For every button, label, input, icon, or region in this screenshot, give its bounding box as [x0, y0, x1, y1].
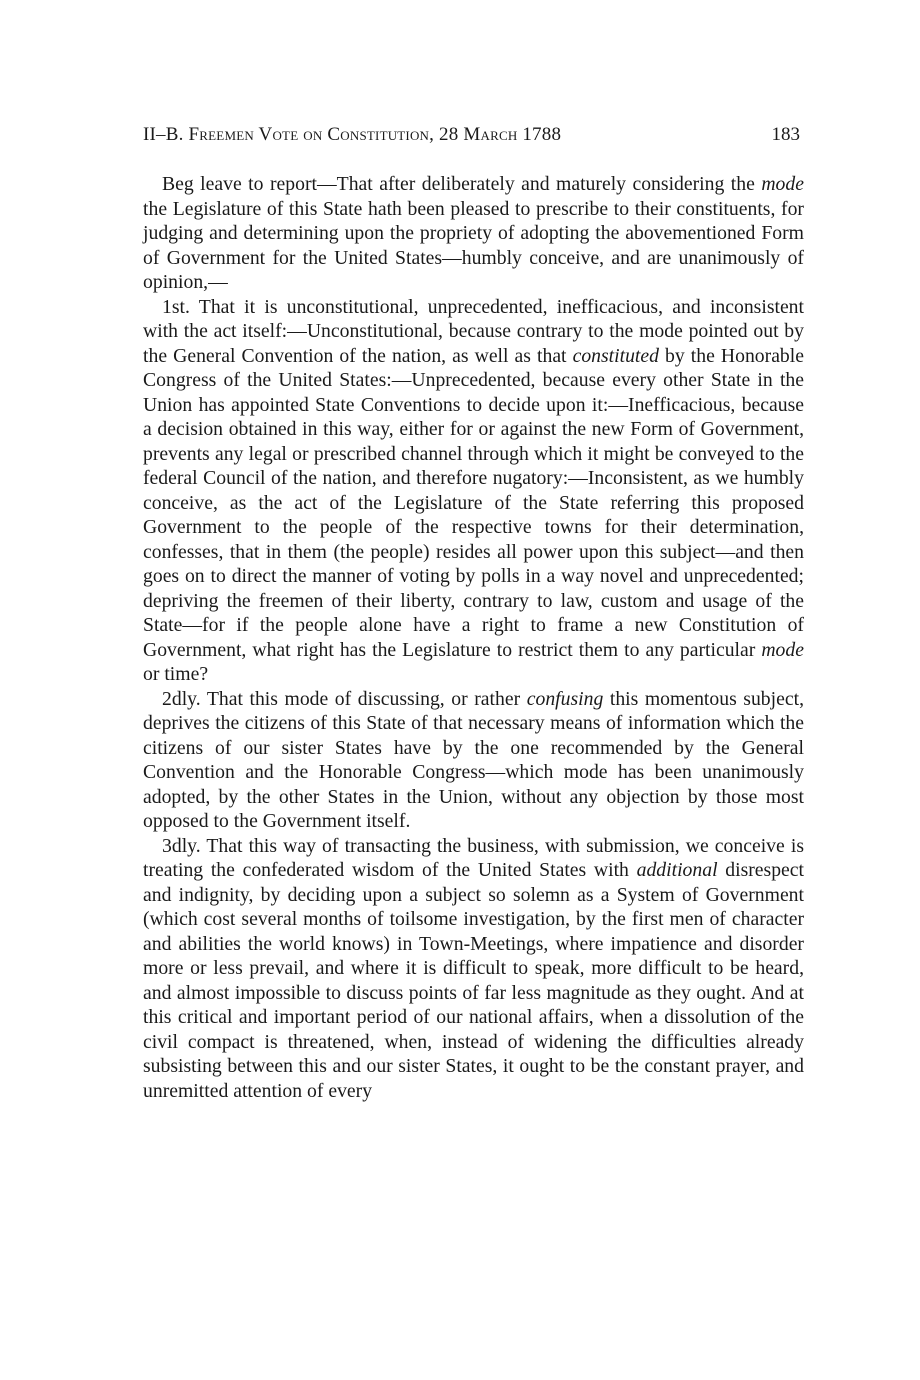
running-head [143, 123, 561, 147]
paragraph-1st: 1st. That it is unconstitutional, unprecedented, inefficacious, and inconsistent with the act itself:—Unconstitutional, because contrary to the mode pointed out by the General Convention of the nation, as well as that constituted by the Honorable Congress of the United States:—Unprecedented, because every other State in the Union has appointed State Conventions to decide upon it:—Inefficacious, because a decision obtained in this way, either for or against the new Form of Government, prevents any legal or prescribed channel through which it might be conveyed to the federal Council of the nation, and therefore nugatory:—Inconsistent, as we humbly conceive, as the act of the Legislature of the State referring this proposed Government to the people of the respective towns for their determination, confesses, that in them (the people) resides all power upon this subject—and then goes on to direct the manner of voting by polls in a way novel and unprecedented; depriving the freemen of their liberty, contrary to law, custom and usage of the State—for if the people alone have a right to frame a new Constitution of Government, what right has the Legislature to restrict them to any particular mode or time? [143, 295, 804, 685]
page-header [143, 123, 800, 151]
running-head-year: 1788 [517, 124, 562, 145]
page-number: 183 [771, 124, 800, 145]
italic-word: mode [761, 638, 804, 661]
body-text [143, 172, 804, 1103]
running-head-title: Freemen Vote on Constitution [188, 124, 430, 145]
italic-word: confusing [526, 687, 604, 710]
italic-word: constituted [572, 344, 659, 367]
italic-word: additional [636, 859, 718, 881]
running-head-prefix: II–B. [143, 124, 189, 145]
running-head-month: March [463, 124, 518, 145]
paragraph-2dly: 2dly. That this mode of discussing, or rather confusing this momentous subject, deprives the citizens of this State of that necessary means of information which the citizens of our sister States have by the one recommended by the General Convention and the Honorable Congress—which mode has been unanimously adopted, by the other States in the Union, without any objection by those most opposed to the Government itself. [143, 687, 804, 832]
paragraph-3dly: 3dly. That this way of transacting the business, with submission, we conceive is treating the confederated wisdom of the United States with additional disrespect and indignity, by deciding upon a subject so solemn as a System of Government (which cost several months of toilsome investigation, by the first men of character and abilities the world knows) in Town-Meetings, where impatience and disorder more or less prevail, and where it is difficult to speak, more difficult to be heard, and almost impossible to discuss points of far less magnitude as they ought. And at this critical and important period of our national affairs, when a dissolution of the civil compact is threatened, when, instead of widening the difficulties already subsisting between this and our sister States, it ought to be the constant prayer, and unremitted attention of every [143, 834, 804, 1102]
paragraph-report: Beg leave to report—That after deliberately and maturely considering the mode the Legislature of this State hath been pleased to prescribe to their constituents, for judging and determining upon the propriety of adopting the abovementioned Form of Government for the United States—humbly conceive, and are unanimously of opinion,— [143, 173, 804, 293]
running-head-date: , 28 [429, 124, 464, 145]
italic-word: mode [761, 173, 804, 195]
